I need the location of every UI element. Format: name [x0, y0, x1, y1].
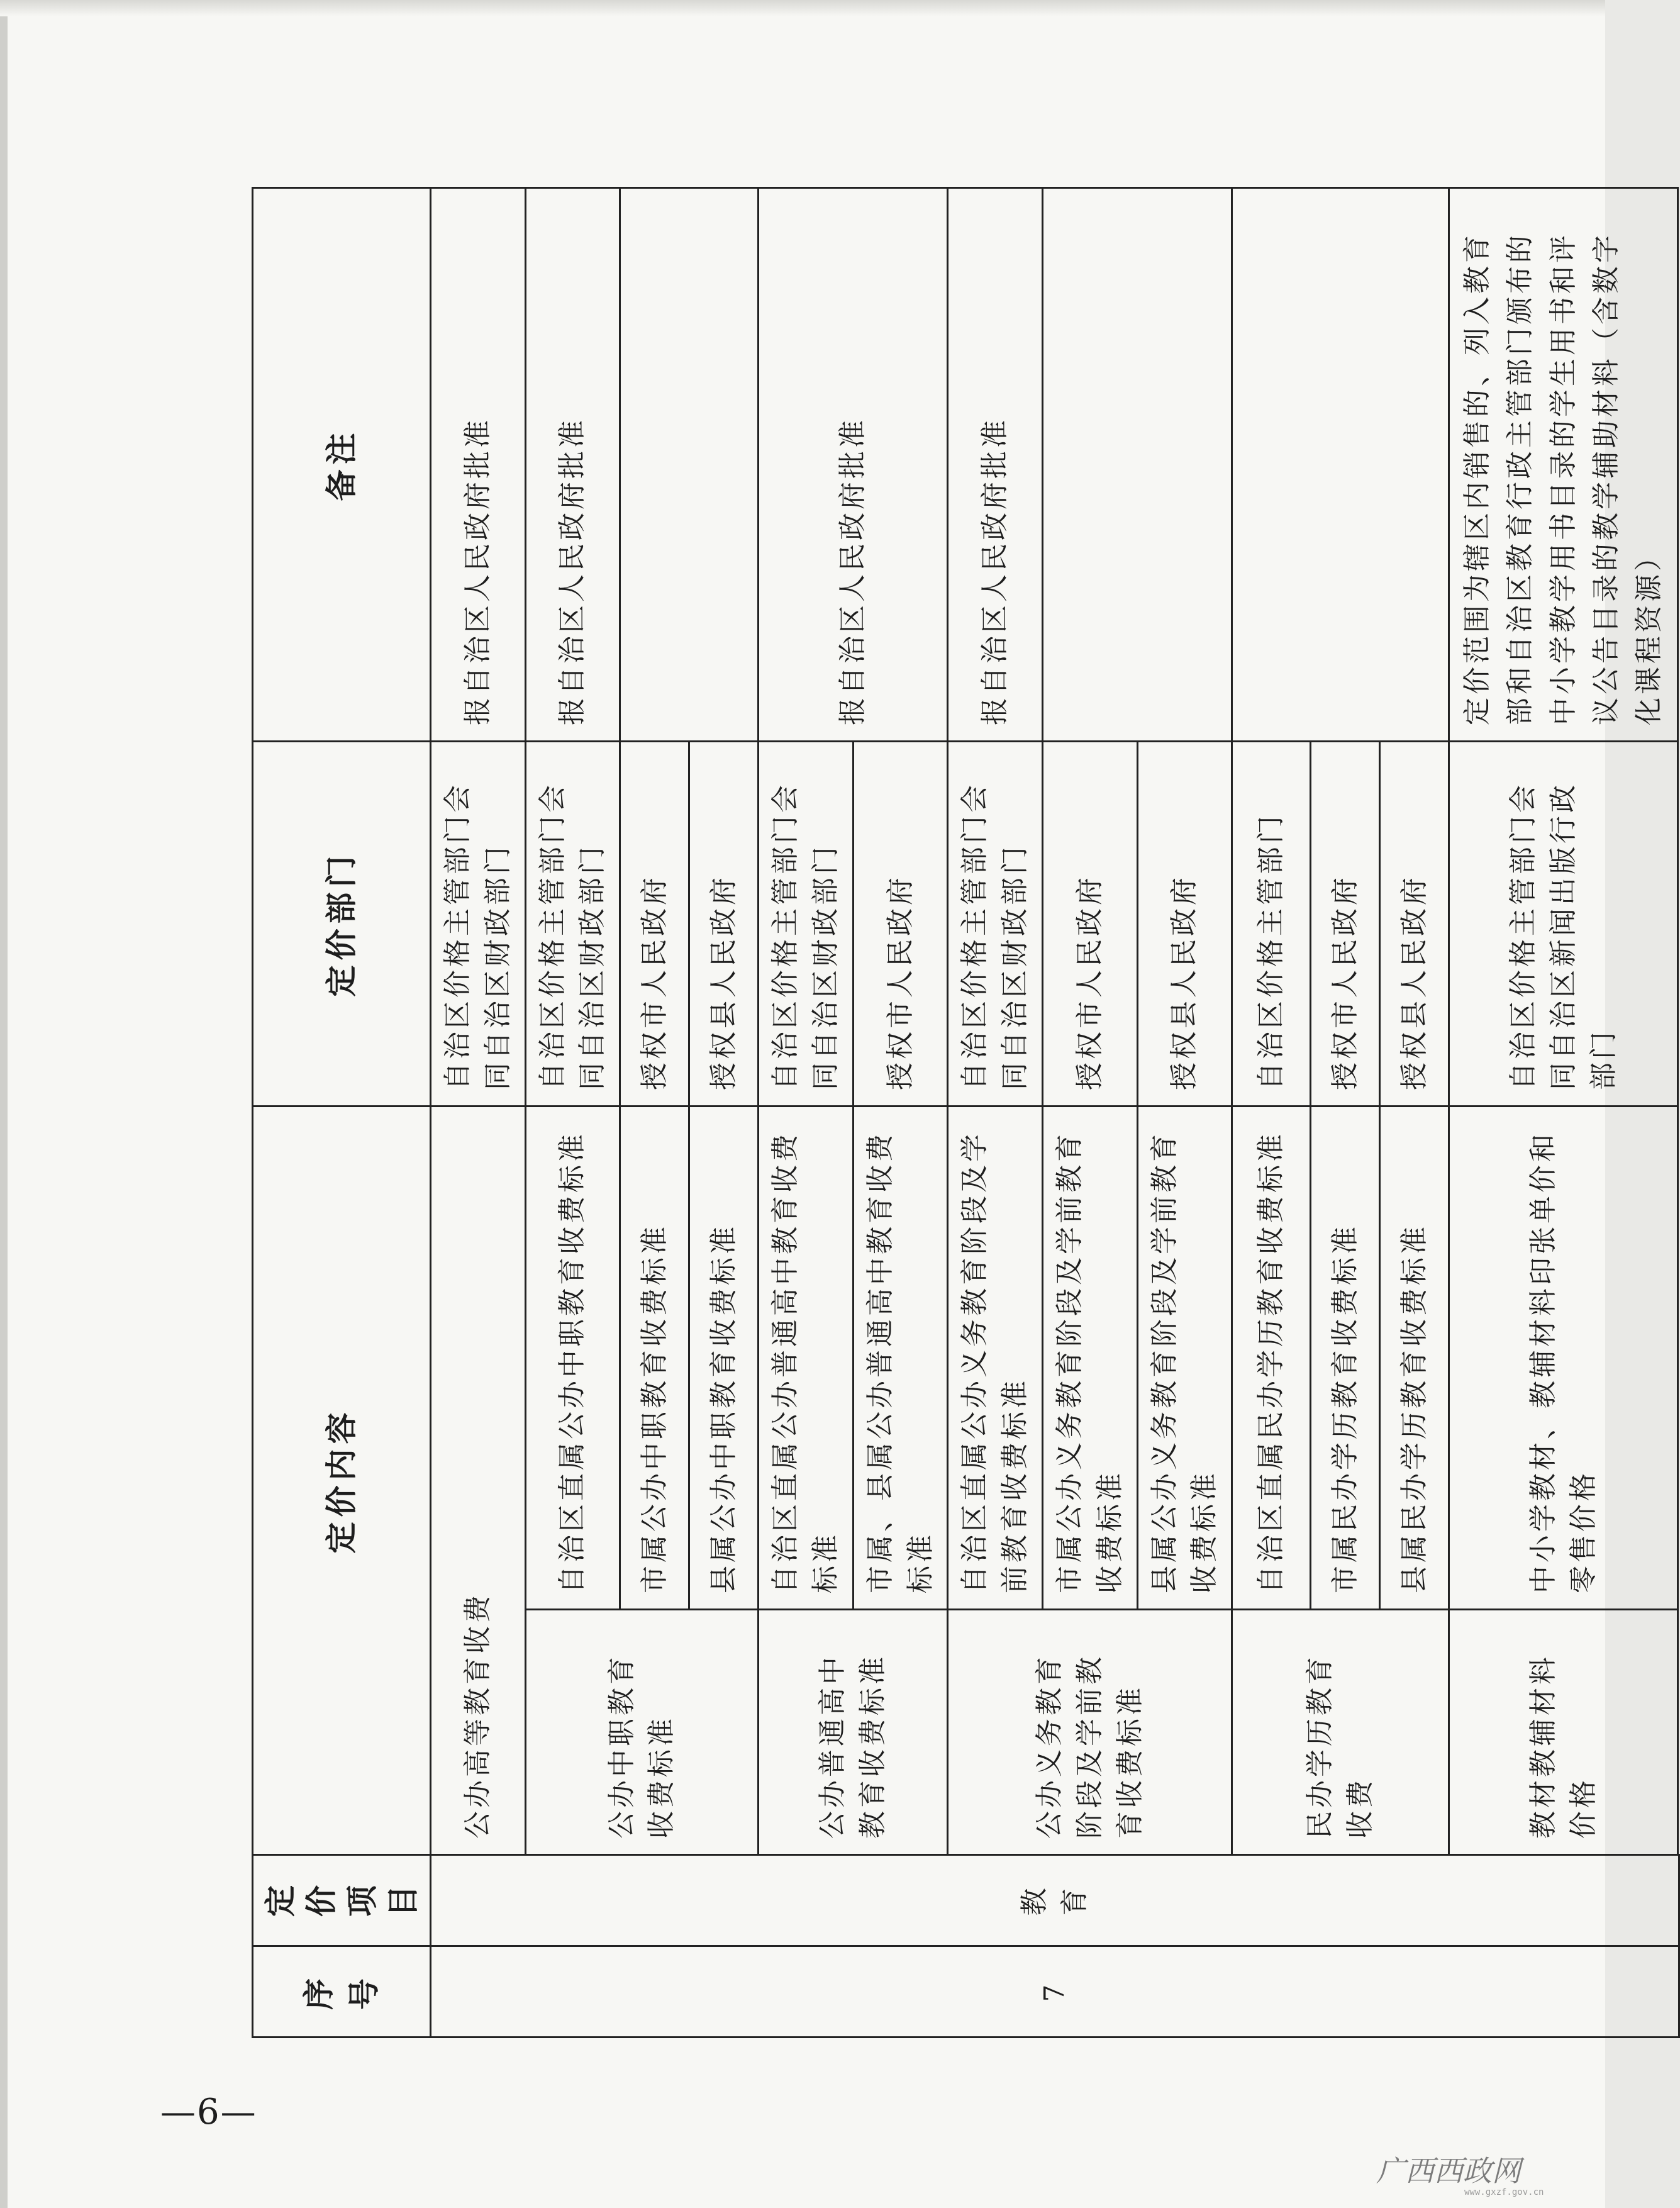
g3-row2-department: 授权市人民政府 — [853, 742, 948, 1107]
header-content: 定价内容 — [253, 1107, 431, 1855]
table-row — [1232, 188, 1311, 2038]
header-remark: 备注 — [253, 188, 431, 742]
g2-remark-empty — [620, 188, 759, 742]
g2-row3-department: 授权县人民政府 — [689, 742, 759, 1107]
table-row — [525, 188, 620, 2038]
g6-remark: 定价范围为辖区内销售的、列入教育部和自治区教育行政主管部门颁布的中小学教学用书目录的学生用书和评议公告目录的教学辅助材料（含数字化课程资源） — [1449, 188, 1678, 742]
g4-row1-content: 自治区直属公办义务教育阶段及学前教育收费标准 — [948, 1107, 1043, 1610]
g4-row1-remark: 报自治区人民政府批准 — [948, 188, 1043, 742]
table-row — [431, 188, 526, 2038]
row-item: 教育 — [431, 1855, 1679, 1946]
page-number: —6— — [160, 2092, 257, 2133]
g4-remark-empty — [1042, 188, 1232, 742]
scan-edge-top — [0, 0, 1605, 16]
g4-name: 公办义务教育阶段及学前教育收费标准 — [948, 1610, 1232, 1855]
g2-name: 公办中职教育收费标准 — [525, 1610, 759, 1855]
g4-row3-department: 授权县人民政府 — [1137, 742, 1232, 1107]
watermark-logo — [1370, 2148, 1559, 2199]
header-index: 序号 — [253, 1946, 431, 2038]
g2-row3-content: 县属公办中职教育收费标准 — [689, 1107, 759, 1610]
watermark-text: 广西西政网 — [1376, 2154, 1521, 2188]
row-index: 7 — [431, 1946, 1679, 2038]
g6-department: 自治区价格主管部门会同自治区新闻出版行政部门 — [1449, 742, 1678, 1107]
g2-row1-content: 自治区直属公办中职教育收费标准 — [525, 1107, 620, 1610]
g6-name: 教材教辅材料价格 — [1449, 1610, 1678, 1855]
table-row — [759, 188, 854, 2038]
g4-row2-department: 授权市人民政府 — [1042, 742, 1137, 1107]
g4-row1-department: 自治区价格主管部门会同自治区财政部门 — [948, 742, 1043, 1107]
watermark-url: www.gxzf.gov.cn — [1464, 2187, 1544, 2197]
g1-remark: 报自治区人民政府批准 — [431, 188, 526, 742]
g2-row2-department: 授权市人民政府 — [620, 742, 689, 1107]
g1-department: 自治区价格主管部门会同自治区财政部门 — [431, 742, 526, 1107]
g5-row1-content: 自治区直属民办学历教育收费标准 — [1232, 1107, 1311, 1610]
table-row — [948, 188, 1043, 2038]
spacer-row — [1678, 188, 1679, 2038]
g6-content: 中小学教材、教辅材料印张单价和零售价格 — [1449, 1107, 1678, 1610]
g5-row2-content: 市属民办学历教育收费标准 — [1311, 1107, 1380, 1610]
pricing-table — [252, 187, 1680, 2038]
spacer-cell — [1678, 188, 1679, 1855]
table-header-row — [253, 188, 431, 2038]
g5-row2-department: 授权市人民政府 — [1311, 742, 1380, 1107]
g4-row3-content: 县属公办义务教育阶段及学前教育收费标准 — [1137, 1107, 1232, 1610]
g2-row1-department: 自治区价格主管部门会同自治区财政部门 — [525, 742, 620, 1107]
g1-name: 公办高等教育收费 — [431, 1107, 526, 1855]
table-row — [1449, 188, 1678, 2038]
g5-remark-empty — [1232, 188, 1449, 742]
rotated-table-wrapper — [252, 189, 1665, 2038]
g5-row3-department: 授权县人民政府 — [1380, 742, 1449, 1107]
g2-row2-content: 市属公办中职教育收费标准 — [620, 1107, 689, 1610]
g2-remark: 报自治区人民政府批准 — [525, 188, 620, 742]
header-item: 定价项目 — [253, 1855, 431, 1946]
scan-edge-left — [0, 0, 8, 2208]
g3-row2-content: 市属、县属公办普通高中教育收费标准 — [853, 1107, 948, 1610]
g3-remark: 报自治区人民政府批准 — [759, 188, 948, 742]
g4-row2-content: 市属公办义务教育阶段及学前教育收费标准 — [1042, 1107, 1137, 1610]
g3-row1-content: 自治区直属公办普通高中教育收费标准 — [759, 1107, 854, 1610]
g3-name: 公办普通高中教育收费标准 — [759, 1610, 948, 1855]
header-department: 定价部门 — [253, 742, 431, 1107]
g3-row1-department: 自治区价格主管部门会同自治区财政部门 — [759, 742, 854, 1107]
g5-name: 民办学历教育收费 — [1232, 1610, 1449, 1855]
g5-row1-department: 自治区价格主管部门 — [1232, 742, 1311, 1107]
g5-row3-content: 县属民办学历教育收费标准 — [1380, 1107, 1449, 1610]
